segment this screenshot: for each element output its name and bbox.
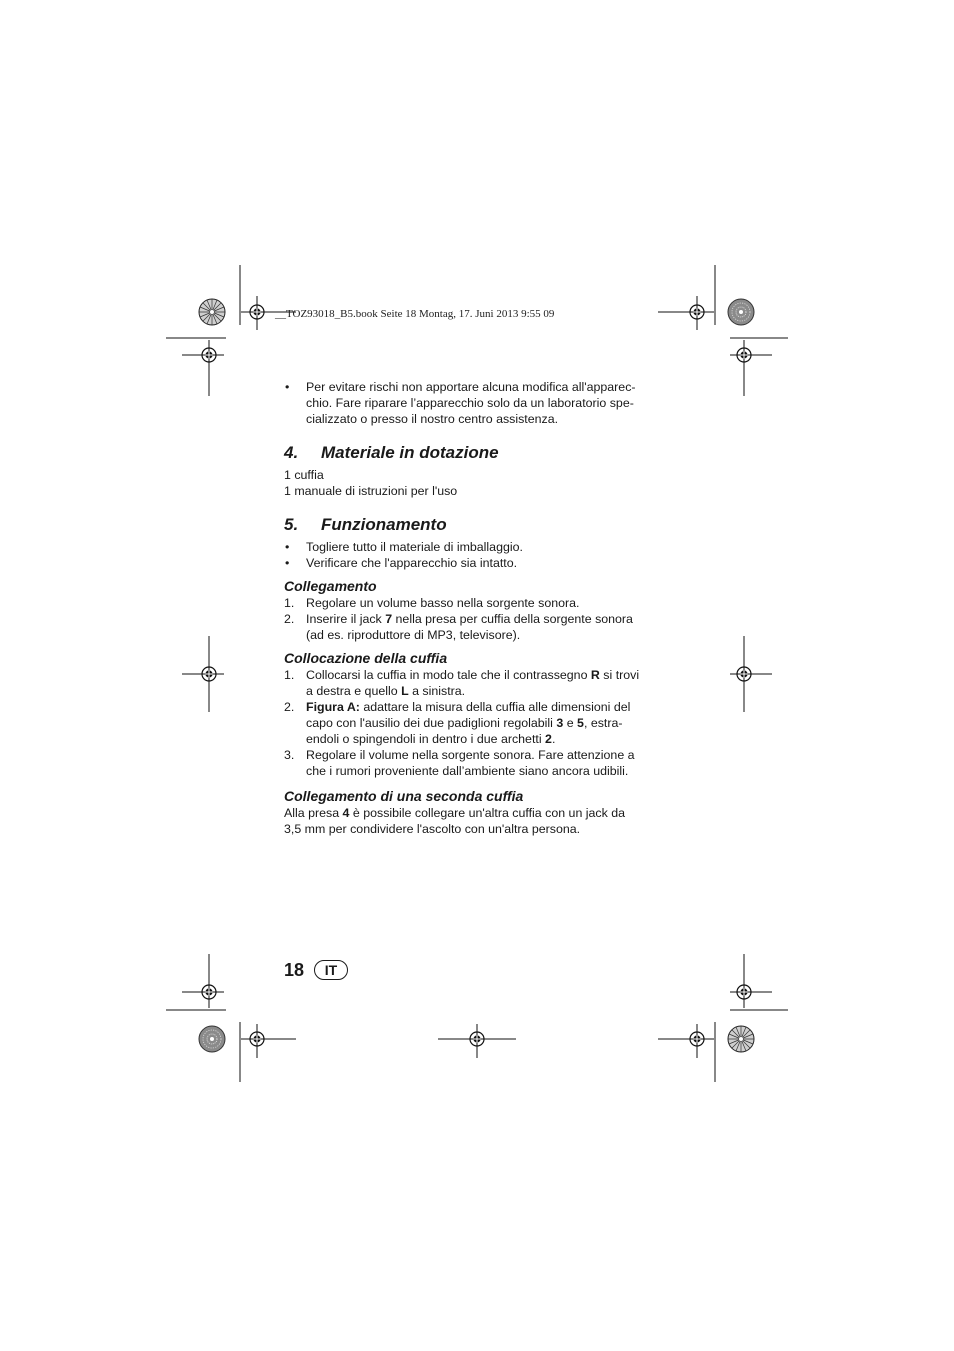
step-text: nella presa per cuffia della sorgente sonora (392, 612, 633, 626)
part-ref: 7 (385, 612, 393, 626)
step-number: 3. (284, 748, 295, 762)
list-item (284, 667, 646, 699)
section-heading-4 (284, 443, 646, 463)
figure-ref: Figura A: (306, 700, 360, 714)
page-footer (284, 958, 348, 982)
collocazione-steps (284, 667, 646, 779)
step-number: 2. (284, 700, 295, 714)
step-number: 2. (284, 612, 295, 626)
part-ref: 2 (545, 732, 552, 746)
step-text: Regolare un volume basso nella sorgente sonora. (306, 596, 580, 610)
paragraph-text: è possibile collegare un'altra cuffia con un jack da (349, 806, 626, 820)
list-item (284, 379, 646, 427)
list-item: • Verificare che l'apparecchio sia intatto. (284, 555, 646, 571)
contents-item: 1 manuale di istruzioni per l'uso (284, 484, 458, 498)
subheading-collocazione: Collocazione della cuffia (284, 650, 448, 666)
paragraph-text: 3,5 mm per condividere l'ascolto con un'altra persona. (284, 822, 581, 836)
step-text: (ad es. riproduttore di MP3, televisore). (306, 628, 521, 642)
step-text: capo con l'ausilio dei due padiglioni regolabili (306, 716, 557, 730)
part-ref: 4 (342, 806, 350, 820)
section-title: Materiale in dotazione (321, 443, 499, 462)
step-text: adattare la misura della cuffia alle dimensioni del (359, 700, 631, 714)
step-text: a destra e quello (306, 684, 402, 698)
step-text: endoli o spingendoli in dentro i due archetti (306, 732, 546, 746)
step-text: e (563, 716, 578, 730)
page-number: 18 (284, 959, 305, 980)
subheading-collegamento: Collegamento (284, 578, 377, 594)
paragraph (284, 805, 646, 837)
step-text: che i rumori proveniente dall’ambiente siano ancora udibili. (306, 764, 629, 778)
part-ref: 5 (577, 716, 584, 730)
step-number: 1. (284, 668, 295, 682)
step-text: si trovi (599, 668, 640, 682)
step-text: . (551, 732, 556, 746)
prep-bullet-list (284, 539, 646, 571)
step-text: Regolare il volume nella sorgente sonora. Fare attenzione a (306, 748, 635, 762)
step-number: 1. (284, 596, 295, 610)
page-content (284, 379, 646, 837)
part-ref: 3 (556, 716, 564, 730)
list-item (284, 747, 646, 779)
part-ref: L (401, 684, 409, 698)
collegamento-steps (284, 595, 646, 643)
list-item: • Togliere tutto il materiale di imballaggio. (284, 539, 646, 555)
section-number: 4. (284, 443, 299, 462)
bullet-line: Per evitare rischi non apportare alcuna modifica all'apparec- (306, 380, 636, 394)
book-slug: __TOZ93018_B5.book Seite 18 Montag, 17. Juni 2013 9:55 09 (275, 308, 555, 320)
list-item (284, 595, 646, 611)
step-text: Inserire il jack (306, 612, 386, 626)
contents-item: 1 cuffia (284, 468, 324, 482)
section-heading-5 (284, 515, 646, 535)
step-text: Collocarsi la cuffia in modo tale che il contrassegno (306, 668, 591, 682)
list-item (284, 699, 646, 747)
part-ref: R (590, 668, 600, 682)
subheading-seconda-cuffia: Collegamento di una seconda cuffia (284, 788, 524, 804)
intro-bullet-list (284, 379, 646, 427)
list-item (284, 611, 646, 643)
step-text: , estra- (583, 716, 623, 730)
bullet-line: chio. Fare riparare l’apparecchio solo da un laboratorio spe- (306, 396, 634, 410)
section-number: 5. (284, 515, 299, 534)
language-badge: IT (314, 960, 348, 980)
paragraph-text: Alla presa (284, 806, 343, 820)
step-text: a sinistra. (408, 684, 466, 698)
bullet-line: cializzato o presso il nostro centro assistenza. (306, 412, 559, 426)
section-title: Funzionamento (321, 515, 447, 534)
